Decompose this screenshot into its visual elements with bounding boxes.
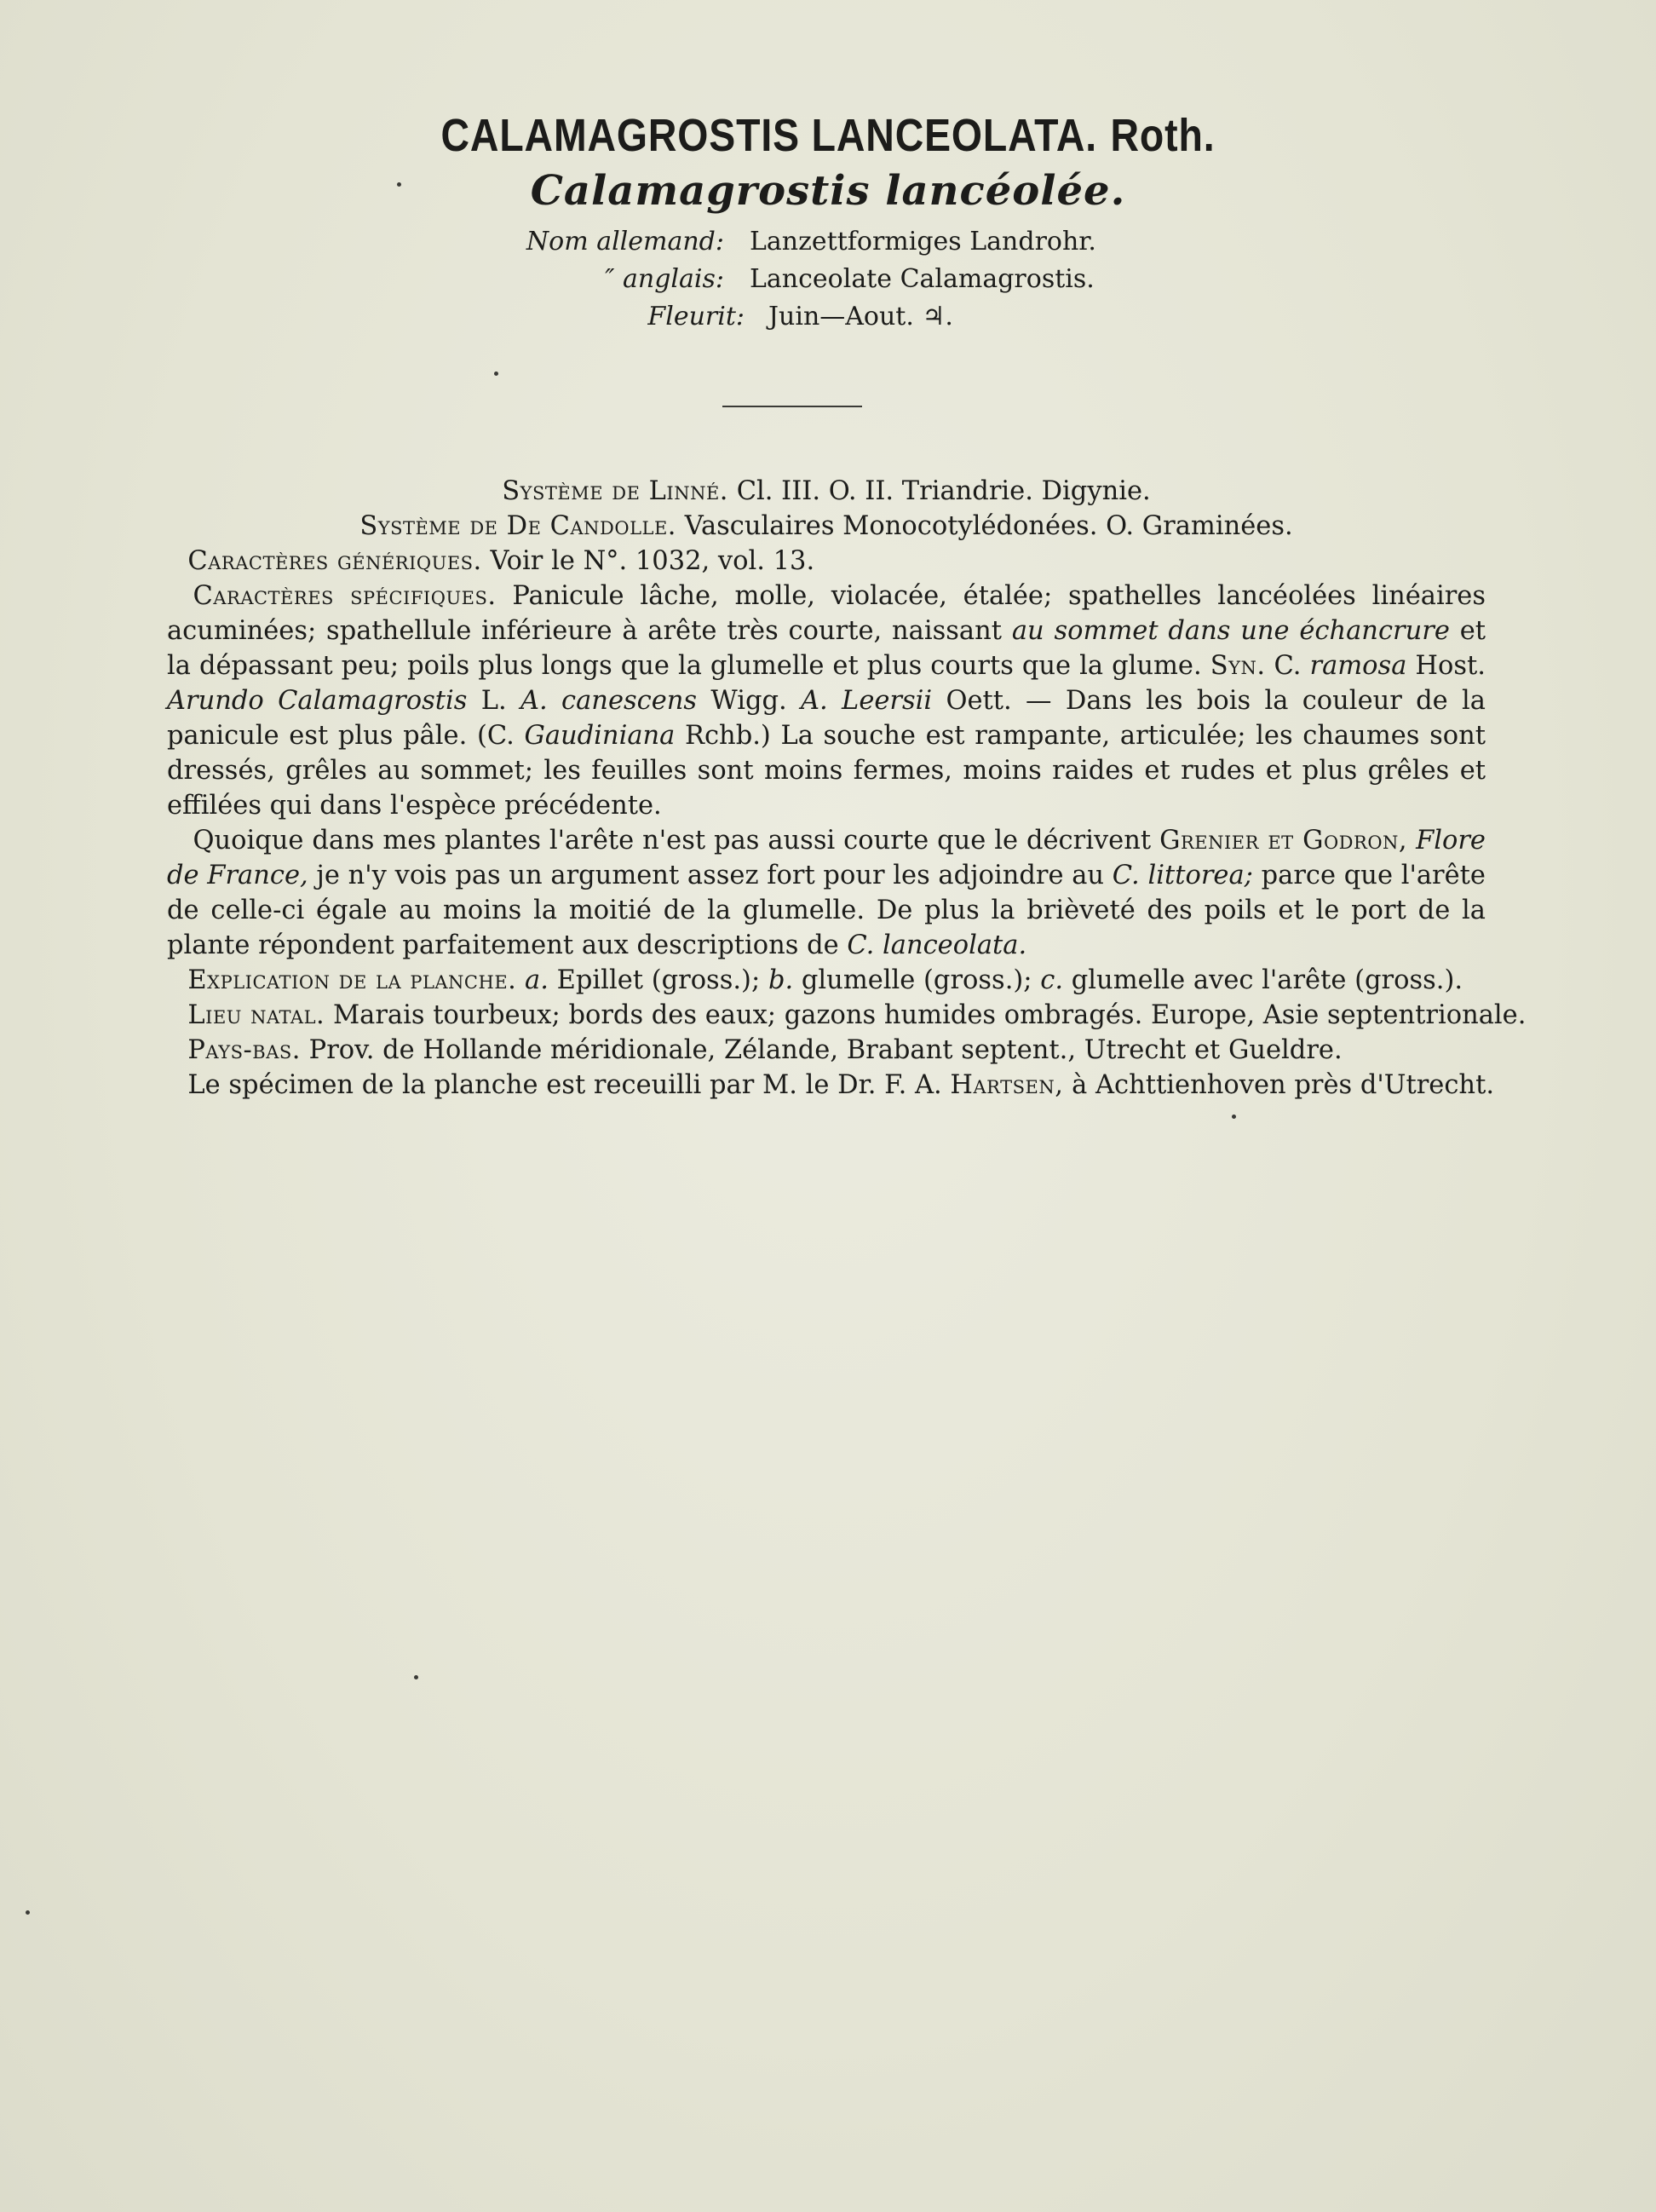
paper-speck: [1232, 1115, 1236, 1119]
explanation-letter: a.: [525, 965, 549, 995]
native-habitat: [167, 998, 1527, 1033]
explanation-letter: c.: [1040, 965, 1064, 995]
synonym-italic: ramosa: [1309, 651, 1407, 681]
specific-characters: [167, 579, 1486, 823]
synonym-italic: A. Leersii: [801, 686, 933, 716]
flowering-row: [0, 302, 1656, 339]
explanation-text: Epillet (gross.);: [556, 965, 761, 995]
linne-system: [167, 474, 1486, 509]
habitat-label: Lieu natal.: [187, 1000, 325, 1030]
linne-value: Cl. III. O. II. Triandrie. Digynie.: [736, 476, 1151, 506]
paper-speck: [397, 182, 401, 187]
generic-value: Voir le N°. 1032, vol. 13.: [490, 546, 815, 576]
species-name: CALAMAGROSTIS LANCEOLATA.: [440, 110, 1098, 161]
specimen-text: Le spécimen de la planche est receuilli par M. le Dr. F. A.: [187, 1070, 942, 1100]
explanation-text: glumelle avec l'arête (gross.).: [1071, 965, 1463, 995]
distribution-value: Prov. de Hollande méridionale, Zélande, Brabant septent., Utrecht et Gueldre.: [308, 1035, 1343, 1065]
flowering-value: Juin—Aout. ♃.: [768, 302, 953, 331]
english-name-row: [0, 264, 1656, 302]
remark-text: Quoique dans mes plantes l'arête n'est pas aussi courte que le décrivent: [193, 826, 1152, 855]
specimen-note: [167, 1068, 1495, 1103]
remark-paragraph: [167, 823, 1486, 963]
paper-speck: [26, 1910, 30, 1915]
french-name: Calamagrostis lancéolée.: [530, 167, 1126, 215]
common-names: [0, 227, 1656, 339]
habitat-value: Marais tourbeux; bords des eaux; gazons humides ombragés. Europe, Asie septentrionale.: [332, 1000, 1527, 1030]
synonym-italic: Arundo Calamagrostis: [167, 686, 468, 716]
distribution-label: Pays-bas.: [187, 1035, 301, 1065]
german-name-row: [0, 227, 1656, 264]
linne-label: Système de Linné.: [502, 476, 728, 506]
netherlands-distribution: [167, 1033, 1486, 1068]
synonym-text: Rchb.) La souche est rampante, articulée; les chaumes sont dressés, grêles au sommet; les feuilles sont moins fermes, moins raides et rudes et plus grêles et effilées qui dans l'espèce précédente.: [167, 721, 1486, 821]
explanation-letter: b.: [768, 965, 794, 995]
candolle-value: Vasculaires Monocotylédonées. O. Graminées.: [684, 511, 1293, 541]
description-body: [167, 474, 1527, 1103]
specific-label: Caractères spécifiques.: [193, 581, 497, 611]
synonym-text: Wigg.: [710, 686, 787, 716]
specific-text-italic: au sommet dans une échancrure: [1011, 616, 1450, 646]
synonym-text: C.: [1274, 651, 1302, 681]
specific-text: Panicule lâche, molle, violacée, étalée; spathelles lancéolées linéaires acuminées; spathellule inférieure à arête très courte, naissant: [167, 581, 1486, 646]
explanation-text: glumelle (gross.);: [801, 965, 1032, 995]
remark-authors: Grenier et Godron,: [1159, 826, 1408, 855]
species-title: [116, 109, 1540, 162]
candolle-system: [167, 509, 1486, 544]
synonym-text: Host.: [1415, 651, 1486, 681]
remark-italic: C. littorea;: [1112, 861, 1253, 890]
specific-text: et la dépassant peu; poils plus longs que la glumelle et plus courts que la glume.: [167, 616, 1486, 681]
synonym-italic: A. canescens: [520, 686, 698, 716]
english-name-label: ″ anglais:: [605, 264, 724, 294]
flowering-label: Fleurit:: [647, 302, 745, 331]
remark-italic: C. lanceolata.: [847, 930, 1027, 960]
english-name-value: Lanceolate Calamagrostis.: [750, 264, 1095, 294]
remark-text: parce que l'arête de celle-ci égale au moins la moitié de la glumelle. De plus la brièveté des poils et le port de la plante répondent parfaitement aux descriptions de: [167, 861, 1486, 960]
generic-label: Caractères génériques.: [187, 546, 482, 576]
generic-characters: [167, 544, 1486, 579]
synonym-label: Syn.: [1210, 651, 1266, 681]
explanation-label: Explication de la planche.: [187, 965, 517, 995]
remark-text: je n'y vois pas un argument assez fort pour les adjoindre au: [316, 861, 1105, 890]
collector-name: Hartsen,: [950, 1070, 1064, 1100]
paper-speck: [414, 1675, 418, 1679]
specimen-text: à Achttienhoven près d'Utrecht.: [1072, 1070, 1495, 1100]
german-name-value: Lanzettformiges Landrohr.: [750, 227, 1096, 256]
remark-italic: Flore de France,: [167, 826, 1486, 890]
species-author: Roth.: [1110, 110, 1216, 161]
paper-speck: [494, 372, 498, 376]
synonym-text: Oett. — Dans les bois la couleur de la panicule est plus pâle. (C.: [167, 686, 1486, 751]
plate-explanation: [167, 963, 1486, 998]
divider-rule: [722, 406, 862, 407]
german-name-label: Nom allemand:: [526, 227, 724, 256]
synonym-text: L.: [480, 686, 507, 716]
synonym-italic: Gaudiniana: [524, 721, 676, 751]
candolle-label: Système de De Candolle.: [359, 511, 677, 541]
